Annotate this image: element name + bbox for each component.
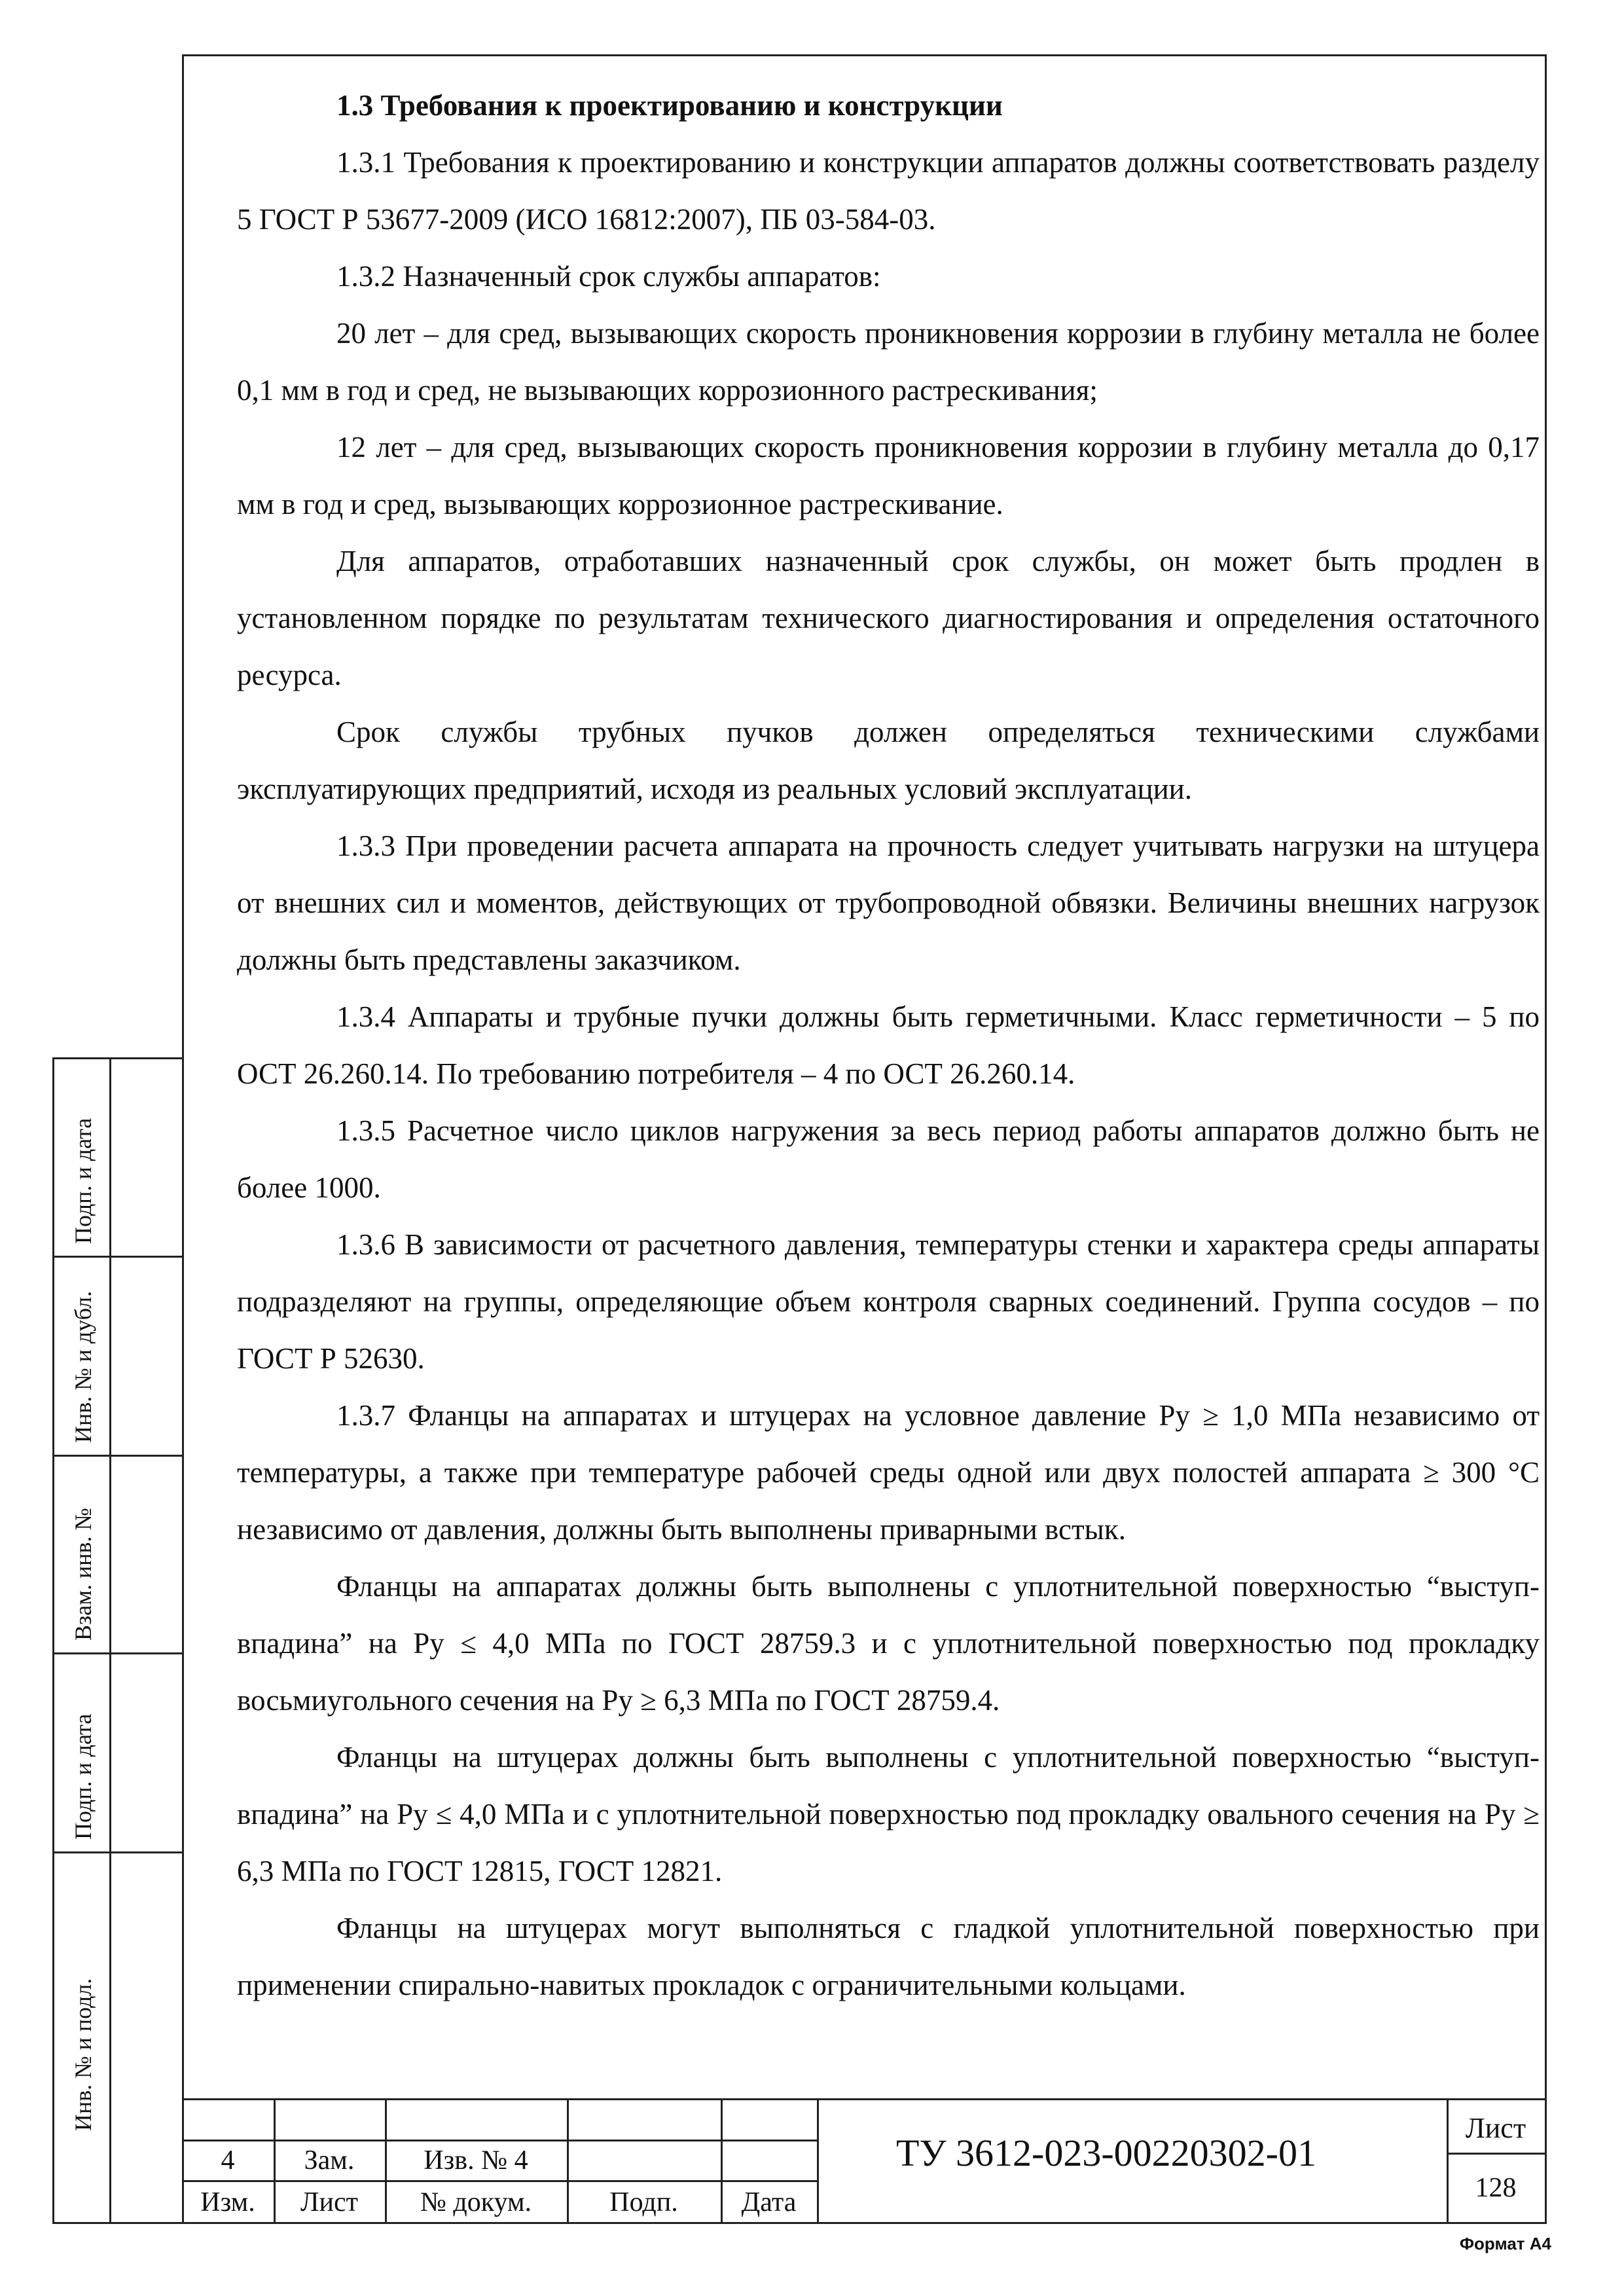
sheet-number: 128 [1475, 2173, 1517, 2203]
paragraph-tube-bundles: Срок службы трубных пучков должен определяться техническими службами эксплуатирующих предприятий, исходя из реальных условий эксплуатации. [237, 716, 1540, 805]
header-doc-number: № докум. [420, 2187, 532, 2217]
label-inv-duplicate: Инв. № и дубл. [70, 1290, 96, 1443]
header-signature: Подп. [609, 2187, 678, 2217]
paragraph-fitting-flanges: Фланцы на штуцерах должны быть выполнены с уплотнительной поверхностью “выступ-впадина” на Ру ≤ 4,0 МПа и с уплотнительной поверхностью под прокладку овального сечения на Ру ≥ 6,3 МПа по ГОСТ 12815, ГОСТ 12821. [237, 1741, 1540, 1887]
paragraph-apparatus-flanges: Фланцы на аппаратах должны быть выполнены с уплотнительной поверхностью “выступ-впадина” на Ру ≤ 4,0 МПа по ГОСТ 28759.3 и с уплотнительной поверхностью под прокладку восьмиугольного сечения на Ру ≥ 6,3 МПа по ГОСТ 28759.4. [237, 1570, 1540, 1717]
format-label: Формат А4 [1459, 2234, 1551, 2253]
change-sheet: Зам. [304, 2145, 355, 2176]
paragraph-extension: Для аппаратов, отработавших назначенный срок службы, он может быть продлен в установленном порядке по результатам технического диагностирования и определения остаточного ресурса. [237, 545, 1540, 691]
paragraph-1-3-6: 1.3.6 В зависимости от расчетного давления, температуры стенки и характера среды аппараты подразделяют на группы, определяющие объем контроля сварных соединений. Группа сосудов – по ГОСТ Р 52630. [237, 1228, 1540, 1375]
sheet-label: Лист [1465, 2112, 1526, 2144]
document-code: ТУ 3612-023-00220302-01 [896, 2132, 1316, 2174]
paragraph-smooth-flanges: Фланцы на штуцерах могут выполняться с гладкой уплотнительной поверхностью при применении спирально-навитых прокладок с ограничительными кольцами. [237, 1912, 1540, 2001]
paragraph-1-3-4: 1.3.4 Аппараты и трубные пучки должны быть герметичными. Класс герметичности – 5 по ОСТ 26.260.14. По требованию потребителя – 4 по ОСТ 26.260.14. [237, 1000, 1540, 1090]
paragraph-12-years: 12 лет – для сред, вызывающих скорость проникновения коррозии в глубину металла до 0,17 мм в год и сред, вызывающих коррозионное растрескивание. [237, 431, 1540, 520]
label-sign-date-2: Подп. и дата [70, 1713, 96, 1840]
header-change: Изм. [200, 2187, 255, 2217]
paragraph-1-3-5: 1.3.5 Расчетное число циклов нагружения за весь период работы аппаратов должно быть не более 1000. [237, 1114, 1540, 1204]
header-date: Дата [741, 2187, 797, 2217]
paragraph-20-years: 20 лет – для сред, вызывающих скорость проникновения коррозии в глубину металла не более 0,1 мм в год и сред, не вызывающих коррозионного растрескивания; [237, 317, 1540, 407]
label-replace-inv: Взам. инв. № [70, 1508, 96, 1641]
left-stamp-divider [52, 1652, 184, 1654]
change-number: 4 [221, 2145, 235, 2176]
document-body [237, 77, 1540, 2014]
section-heading: 1.3 Требования к проектированию и конструкции [336, 89, 1003, 122]
left-stamp-divider [52, 1256, 184, 1258]
change-doc-number: Изв. № 4 [424, 2145, 528, 2176]
label-inv-original: Инв. № и подл. [70, 1978, 96, 2131]
title-block-line [1447, 2098, 1449, 2224]
paragraph-1-3-2: 1.3.2 Назначенный срок службы аппаратов: [336, 260, 881, 293]
left-stamp-divider [52, 1455, 184, 1457]
header-sheet: Лист [300, 2187, 358, 2217]
paragraph-1-3-7: 1.3.7 Фланцы на аппаратах и штуцерах на условное давление Ру ≥ 1,0 МПа независимо от температуры, а также при температуре рабочей среды одной или двух полостей аппарата ≥ 300 °С независимо от давления, должны быть выполнены приварными встык. [237, 1399, 1540, 1546]
paragraph-1-3-1: 1.3.1 Требования к проектированию и конструкции аппаратов должны соответствовать разделу 5 ГОСТ Р 53677-2009 (ИСО 16812:2007), ПБ 03-584-03. [237, 146, 1540, 236]
left-stamp-divider [52, 1851, 184, 1853]
title-block-line [1447, 2153, 1547, 2155]
paragraph-1-3-3: 1.3.3 При проведении расчета аппарата на прочность следует учитывать нагрузки на штуцера от внешних сил и моментов, действующих от трубопроводной обвязки. Величины внешних нагрузок должны быть представлены заказчиком. [237, 829, 1540, 976]
label-sign-date-1: Подп. и дата [70, 1118, 96, 1244]
